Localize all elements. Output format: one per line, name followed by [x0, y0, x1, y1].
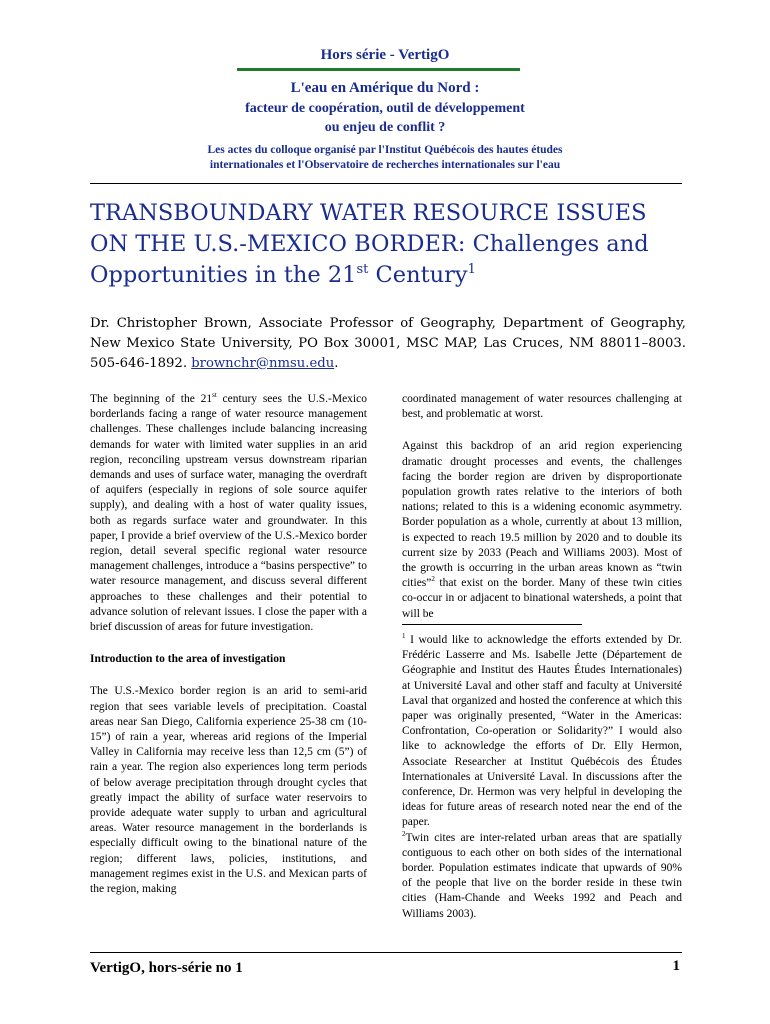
- author-text: Dr. Christopher Brown, Associate Professor of Geography, Department of Geography, New Mexico State University, PO Box 30001, MSC MAP, Las Cruces, NM 88011–8003. 505-646-1892.: [90, 316, 686, 371]
- title-line-1: TRANSBOUNDARY WATER RESOURCE ISSUES: [90, 200, 647, 226]
- section-heading: Introduction to the area of investigation: [90, 653, 286, 666]
- footnotes: [402, 633, 682, 922]
- conference-subtitle-line-1: facteur de coopération, outil de développement: [245, 101, 525, 116]
- conference-subtitle-line-2: ou enjeu de conflit ?: [324, 120, 446, 135]
- footnote-2-ref: 2: [431, 575, 435, 584]
- author-affiliation: [90, 314, 686, 374]
- right-column: [402, 392, 682, 622]
- left-column: [90, 392, 367, 897]
- footnote-2-text: Twin cites are inter-related urban areas that are spatially contiguous to each other on both sides of the international border. Population estimates indicate that upwards of 90% of the people that live on the border reside in these twin cities (Ham-Chande and Weeks 1992 and Peach and Williams 2003).: [402, 831, 682, 920]
- title-line-3: [90, 260, 690, 291]
- title-line-3-end: Century: [368, 262, 468, 288]
- footnote-2: [402, 831, 682, 922]
- author-email-link[interactable]: brownchr@nmsu.edu: [191, 356, 335, 371]
- population-paragraph: [402, 439, 682, 621]
- footnote-1-number: 1: [402, 632, 406, 640]
- abstract-paragraph: [90, 392, 367, 635]
- footnote-2-number: 2: [402, 829, 406, 838]
- footer-journal: VertigO, hors-série no 1: [90, 960, 243, 976]
- conference-title: L'eau en Amérique du Nord :: [290, 80, 480, 96]
- abstract-text-start: The beginning of the 21: [90, 393, 213, 405]
- continued-paragraph: coordinated management of water resources challenging at best, and problematic at worst.: [402, 393, 682, 421]
- population-text-rest: that exist on the border. Many of these twin cities co-occur in or adjacent to binational watersheds, a point that will be: [402, 577, 682, 620]
- footnote-1: [402, 633, 682, 831]
- article-title: [90, 198, 690, 291]
- page-number: 1: [672, 958, 680, 974]
- abstract-text-rest: century sees the U.S.-Mexico borderlands facing a range of water resource management challenges. These challenges include balancing increasing demands for water with limited water supplies in an arid region, reconciling upstream versus downstream riparian demands and uses of surface water, managing the overdraft of aquifers (especially in regions of sole source aquifer supply), and dealing with a host of water quality issues, both as regards surface water and groundwater. In this paper, I provide a brief overview of the U.S.-Mexico border region, detail several specific regional water resource management challenges, introduce a “basins perspective” to water resource management, and discuss several different approaches to these challenges and their potential to advance solution of relevant issues. I close the paper with a brief discussion of areas for future investigation.: [90, 393, 367, 634]
- footer-divider: [90, 952, 682, 953]
- footnote-divider: [402, 624, 582, 625]
- title-ordinal-suffix: st: [356, 262, 369, 277]
- introduction-paragraph: The U.S.-Mexico border region is an arid to semi-arid region that sees variable levels of precipitation. Coastal areas near San Diego, California experience 25-38 cm (10-15”) of rain a year, whereas arid regions of the Imperial Valley in California may receive less than 12,5 cm (5”) of rain a year. The region also experiences long term periods of below average precipitation through drought cycles that greatly impact the ability of surface water reservoirs to provide adequate water supply to urban and agricultural areas. Water resource management in the borderlands is especially difficult owing to the binational nature of the region; different laws, policies, institutions, and management regimes exist in the U.S. and Mexican parts of the region, making: [90, 685, 367, 896]
- proceedings-line-1: Les actes du colloque organisé par l'Institut Québécois des hautes études: [207, 144, 563, 156]
- header-divider: [90, 183, 682, 184]
- series-underline: [237, 68, 520, 71]
- abstract-ordinal-suffix: st: [212, 391, 217, 399]
- proceedings-line-2: internationales et l'Observatoire de recherches internationales sur l'eau: [209, 159, 561, 171]
- title-footnote-ref: 1: [467, 262, 476, 277]
- series-title: Hors série - VertigO: [320, 47, 450, 63]
- title-line-2: ON THE U.S.-MEXICO BORDER: Challenges and: [90, 231, 649, 257]
- author-end: .: [334, 356, 339, 371]
- footnote-1-text: I would like to acknowledge the efforts extended by Dr. Frédéric Lasserre and Ms. Isabelle Jette (Département de Géographie and Institut des Hautes Études Internationales) at Université Laval and other staff and faculty at Université Laval that organized and hosted the conference at which this paper was originally presented, “Water in the Americas: Confrontation, Co-operation or Solidarity?” I would also like to acknowledge the efforts of Dr. Elly Hermon, Associate Researcher at Institut Québécois des Études Internationales at Université Laval. In discussions after the conference, Dr. Hermon was very helpful in developing the ideas for future areas of research noted near the end of the paper.: [402, 634, 682, 829]
- title-line-3-text: Opportunities in the 21: [90, 262, 357, 288]
- population-text-start: Against this backdrop of an arid region experiencing dramatic drought processes and events, the challenges facing the border region are driven by disproportionate population growth rates relative to the interiors of both nations; related to this is a widening economic asymmetry. Border population as a whole, currently at about 13 million, is expected to reach 19.5 million by 2020 and to double its current size by 2033 (Peach and Williams 2003). Most of the growth is occurring in the urban areas known as “twin cities”: [402, 440, 682, 590]
